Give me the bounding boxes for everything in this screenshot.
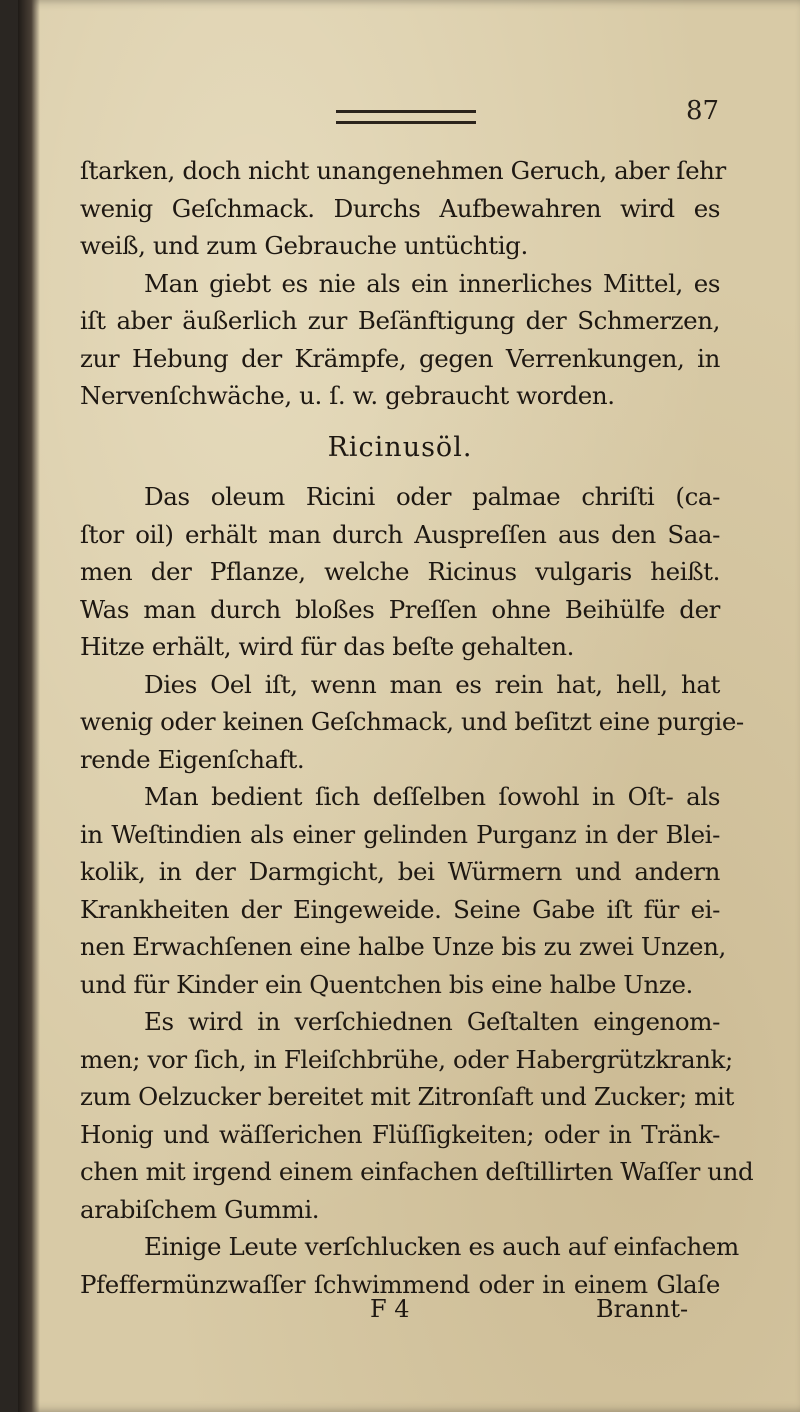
paragraph — [80, 1228, 739, 1303]
text-line: zum Oelzucker bereitet mit Zitronſaft und Zucker; mit — [80, 1082, 734, 1111]
text-line: Honig und wäſſerichen Flüſſigkeiten; oder in Tränk- — [80, 1119, 720, 1149]
paragraph — [80, 478, 720, 666]
catchword: Brannt- — [596, 1295, 689, 1323]
text-line: nen Erwachſenen eine halbe Unze bis zu zwei Unzen, — [80, 932, 726, 961]
text-line: kolik, in der Darmgicht, bei Würmern und andern — [80, 857, 720, 886]
book-page — [18, 0, 800, 1412]
header-rule — [336, 110, 476, 124]
text-line: rende Eigenſchaft. — [80, 744, 305, 774]
text-line: wenig oder keinen Geſchmack, und beſitzt eine purgie- — [80, 707, 744, 736]
text-line: in Weſtindien als einer gelinden Purganz in der Blei- — [80, 819, 720, 849]
text-line: Pfeffermünzwaſſer ſchwimmend oder in einem Glaſe — [80, 1269, 720, 1299]
text-line: Dies Oel iſt, wenn man es rein hat, hell, hat — [144, 669, 720, 699]
text-line: wenig Geſchmack. Durchs Aufbewahren wird es — [80, 193, 720, 223]
text-line: weiß, und zum Gebrauche untüchtig. — [80, 231, 528, 260]
body-text — [80, 152, 754, 1303]
text-line: arabiſchem Gummi. — [80, 1194, 320, 1224]
text-line: Nervenſchwäche, u. ſ. w. gebraucht worden. — [80, 381, 615, 410]
text-line: Es wird in verſchiednen Geſtalten eingenom- — [144, 1007, 720, 1036]
text-line: Krankheiten der Eingeweide. Seine Gabe iſt für ei- — [80, 894, 720, 924]
section-heading: Ricinusöl. — [327, 431, 473, 463]
text-line: Was man durch bloßes Preſſen ohne Beihülfe der — [80, 594, 720, 624]
text-line: Einige Leute verſchlucken es auch auf einfachem — [144, 1232, 739, 1261]
text-line: men der Pflanze, welche Ricinus vulgaris heißt. — [80, 557, 720, 586]
paragraph — [80, 666, 744, 779]
text-line: men; vor ſich, in Fleiſchbrühe, oder Habergrützkrank; — [80, 1044, 733, 1074]
text-line: und für Kinder ein Quentchen bis eine halbe Unze. — [80, 969, 693, 999]
page-footer — [18, 1295, 800, 1335]
page-number: 87 — [686, 96, 720, 126]
text-line: Man bedient ſich deſſelben ſowohl in Oſt- als — [144, 782, 720, 811]
text-line: ſtarken, doch nicht unangenehmen Geruch, aber ſehr — [80, 156, 726, 185]
paragraph — [80, 152, 726, 265]
text-line: Man giebt es nie als ein innerliches Mittel, es — [144, 268, 720, 298]
paragraph — [80, 1003, 754, 1228]
text-line: ſtor oil) erhält man durch Auspreſſen aus den Saa- — [80, 519, 720, 549]
text-line: Das oleum Ricini oder palmae chriſti (ca- — [144, 482, 720, 511]
text-line: iſt aber äußerlich zur Beſänftigung der Schmerzen, — [80, 306, 720, 335]
text-line: zur Hebung der Krämpfe, gegen Verrenkungen, in — [80, 343, 720, 373]
text-line: chen mit irgend einem einfachen deſtillirten Waſſer und — [80, 1157, 754, 1186]
binding-shadow — [18, 0, 40, 1412]
text-line: Hitze erhält, wird für das beſte gehalten. — [80, 632, 574, 661]
paragraph — [80, 265, 720, 415]
paragraph — [80, 778, 726, 1003]
signature-mark: F 4 — [370, 1295, 410, 1323]
